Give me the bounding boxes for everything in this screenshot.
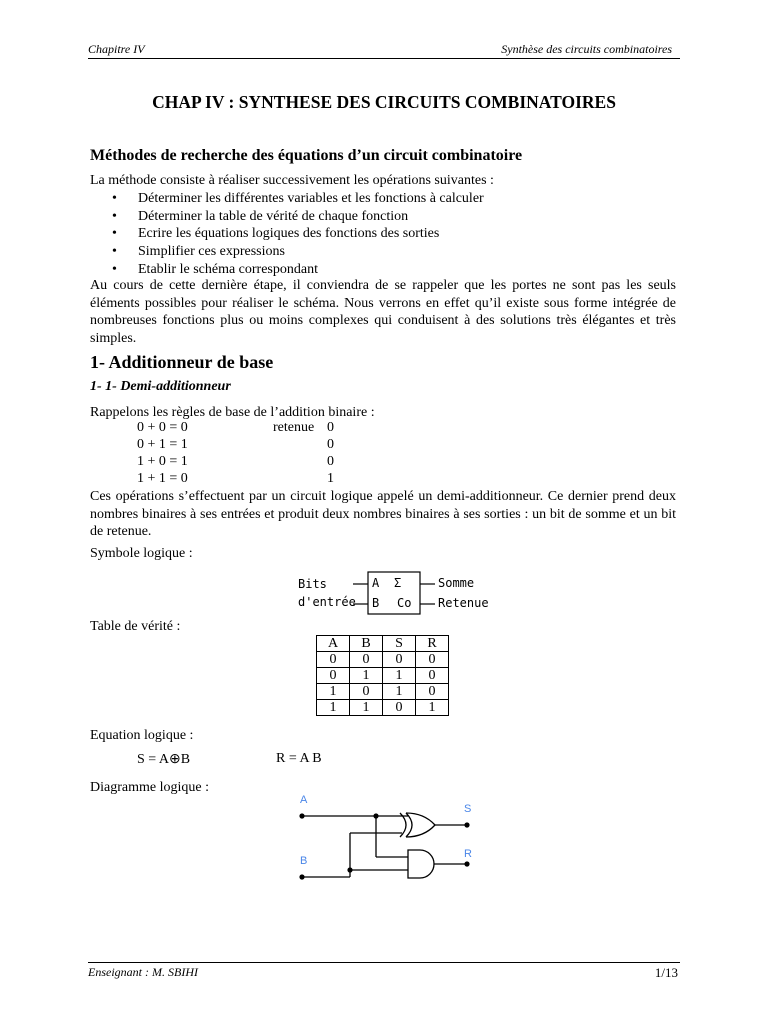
page-title: CHAP IV : SYNTHESE DES CIRCUITS COMBINATOIRES (152, 92, 616, 112)
symbol-inputs-label: d'entrée (298, 595, 356, 609)
table-cell: 1 (383, 684, 416, 700)
list-item: • Etablir le schéma correspondant (112, 261, 652, 279)
table-cell: 0 (416, 668, 449, 684)
rule-carry-label: retenue (273, 420, 315, 435)
column-header: B (350, 636, 383, 652)
methods-steps-list (112, 190, 652, 279)
output-carry-label: Retenue (438, 596, 489, 610)
diagram-label: Diagramme logique : (90, 780, 209, 795)
table-cell: 0 (416, 684, 449, 700)
header-section-title: Synthèse des circuits combinatoires (501, 42, 672, 56)
table-cell: 1 (350, 700, 383, 716)
page-number: 1/13 (654, 965, 678, 980)
list-item: • Déterminer la table de vérité de chaque fonction (112, 208, 652, 226)
table-cell: 0 (350, 684, 383, 700)
equation-label: Equation logique : (90, 728, 194, 743)
table-row (317, 700, 449, 716)
diagram-input-b: B (300, 855, 308, 867)
pin-b: B (372, 596, 380, 610)
diagram-input-a: A (300, 794, 308, 806)
rule-carry: 0 (327, 437, 334, 452)
equation-sum: S = A⊕B (137, 752, 191, 767)
rule-carry: 1 (327, 471, 334, 486)
subsection-heading: 1- 1- Demi-additionneur (90, 379, 231, 394)
symbol-inputs-label: Bits (298, 577, 327, 591)
table-cell: 1 (383, 668, 416, 684)
pin-carry-out: Co (397, 596, 412, 610)
half-adder-description: Ces opérations s’effectuent par un circuit logique appelé un demi-additionneur. Ce dernier prend deux nombres binaires à ses entrées et produit deux nombres binaires à ses sorties : un bit de somme et un bit de retenue. (90, 489, 676, 540)
table-cell: 1 (317, 684, 350, 700)
list-item: • Simplifier ces expressions (112, 243, 652, 261)
rule-equation: 1 + 1 = 0 (137, 471, 188, 486)
methods-intro: La méthode consiste à réaliser successivement les opérations suivantes : (90, 173, 494, 188)
table-cell: 0 (350, 652, 383, 668)
table-cell: 1 (317, 700, 350, 716)
table-row (317, 668, 449, 684)
table-header-row (317, 636, 449, 652)
half-adder-symbol (290, 568, 490, 618)
table-cell: 0 (317, 652, 350, 668)
table-cell: 1 (350, 668, 383, 684)
table-cell: 0 (383, 700, 416, 716)
footer-rule (88, 962, 680, 963)
truth-table (316, 635, 449, 716)
table-row (317, 684, 449, 700)
table-cell: 0 (383, 652, 416, 668)
pin-a: A (372, 576, 380, 590)
rule-equation: 0 + 0 = 0 (137, 420, 188, 435)
list-item: • Ecrire les équations logiques des fonctions des sorties (112, 225, 652, 243)
logic-diagram (290, 792, 490, 892)
table-row (317, 652, 449, 668)
table-cell: 0 (416, 652, 449, 668)
rule-carry: 0 (327, 454, 334, 469)
output-sum-label: Somme (438, 576, 475, 590)
pin-sum: Σ (394, 576, 402, 590)
list-item: • Déterminer les différentes variables et les fonctions à calculer (112, 190, 652, 208)
diagram-output-r: R (464, 848, 472, 860)
rule-equation: 1 + 0 = 1 (137, 454, 188, 469)
header-rule (88, 58, 680, 59)
column-header: R (416, 636, 449, 652)
diagram-output-s: S (464, 803, 472, 815)
table-cell: 0 (317, 668, 350, 684)
footer-teacher: Enseignant : M. SBIHI (88, 965, 198, 979)
methods-heading: Méthodes de recherche des équations d’un circuit combinatoire (90, 147, 523, 164)
methods-paragraph: Au cours de cette dernière étape, il conviendra de se rappeler que les portes ne sont pas les seuls éléments possibles pour réaliser le schéma. Nous verrons en effet qu’il existe sous forme intégrée de nombreuses fonctions plus ou moins complexes qui conduisent à des solutions très élégantes et très simples. (90, 278, 676, 346)
column-header: S (383, 636, 416, 652)
section-heading: 1- Additionneur de base (90, 352, 274, 372)
truth-table-label: Table de vérité : (90, 619, 181, 634)
equation-carry: R = A B (276, 751, 322, 766)
logic-diagram-wires (290, 792, 490, 892)
rule-equation: 0 + 1 = 1 (137, 437, 188, 452)
symbol-label: Symbole logique : (90, 546, 193, 561)
column-header: A (317, 636, 350, 652)
rule-carry: 0 (327, 420, 334, 435)
rules-intro: Rappelons les règles de base de l’addition binaire : (90, 405, 375, 420)
table-cell: 1 (416, 700, 449, 716)
header-chapter: Chapitre IV (88, 42, 145, 56)
